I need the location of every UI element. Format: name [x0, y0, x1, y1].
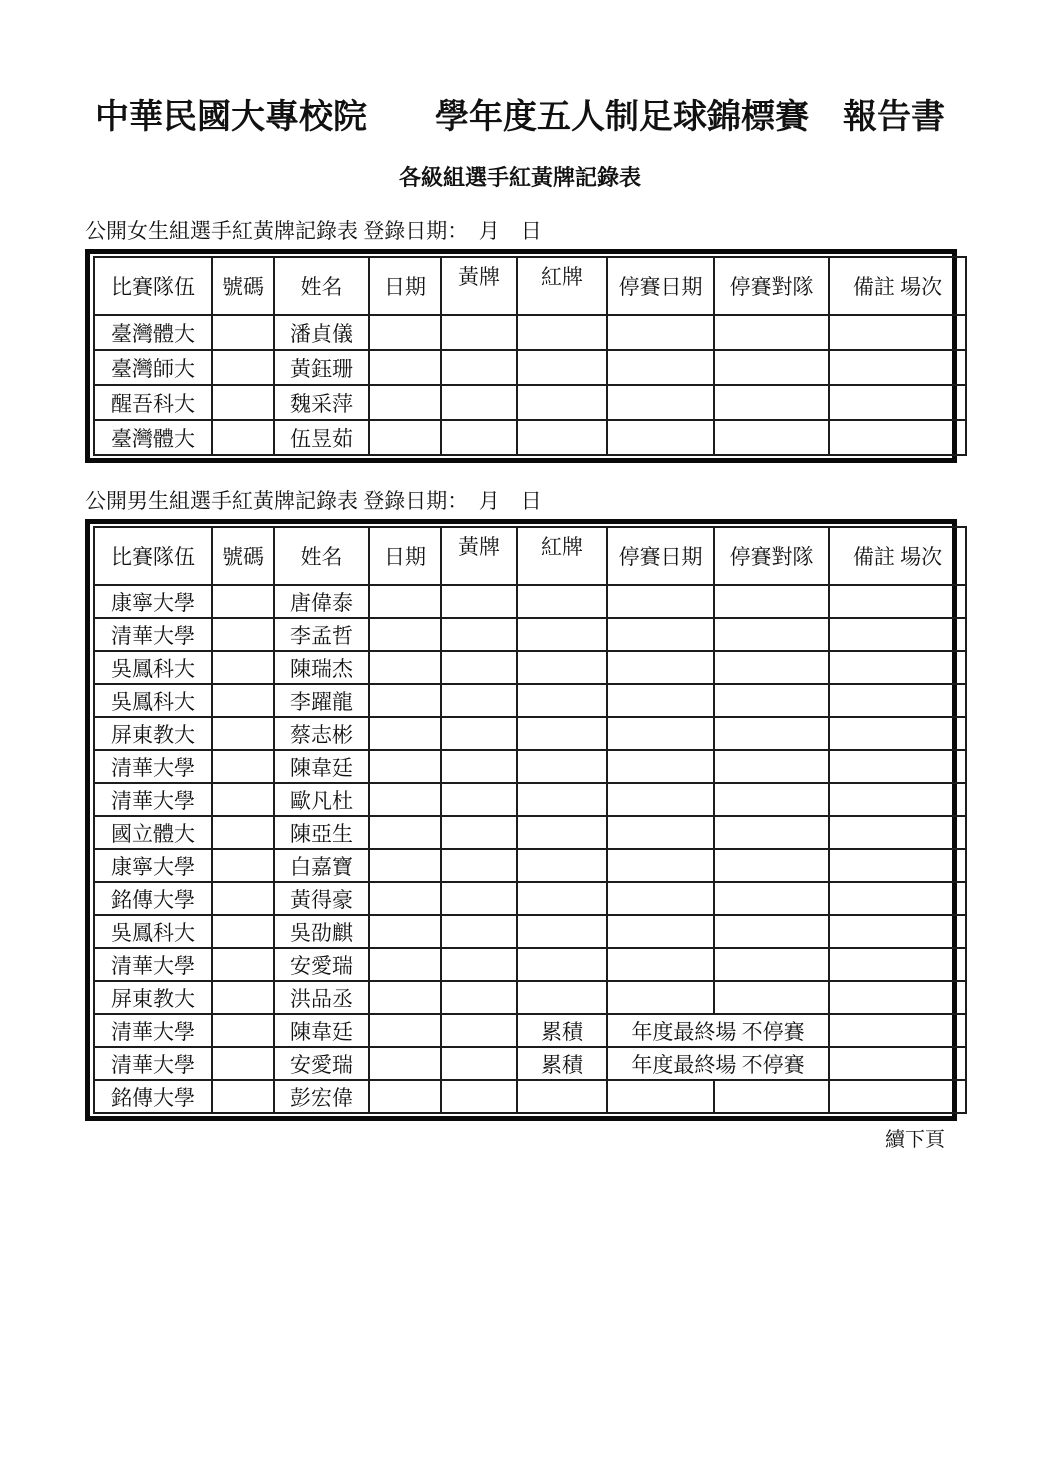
table-cell [441, 915, 517, 948]
column-header: 黃牌 [441, 527, 517, 585]
table-cell [829, 315, 966, 350]
table-cell [517, 385, 607, 420]
table-cell: 銘傳大學 [94, 882, 212, 915]
table-cell [829, 385, 966, 420]
column-header: 號碼 [212, 257, 274, 315]
women-record-table [85, 249, 957, 463]
table-cell [714, 385, 829, 420]
men-record-table [85, 519, 957, 1121]
table-cell: 清華大學 [94, 1047, 212, 1080]
table-cell: 蔡志彬 [274, 717, 369, 750]
table-cell: 安愛瑞 [274, 1047, 369, 1080]
table-cell [369, 1080, 441, 1113]
table-cell [517, 717, 607, 750]
table-cell: 安愛瑞 [274, 948, 369, 981]
table-cell [607, 882, 714, 915]
table-cell [517, 420, 607, 455]
table-cell: 吳鳳科大 [94, 684, 212, 717]
column-header: 比賽隊伍 [94, 257, 212, 315]
table-cell [212, 1047, 274, 1080]
table-row [94, 385, 966, 420]
table-cell [607, 750, 714, 783]
table-cell [829, 717, 966, 750]
table-cell [441, 981, 517, 1014]
table-cell [369, 1047, 441, 1080]
table-cell: 銘傳大學 [94, 1080, 212, 1113]
table-cell [607, 651, 714, 684]
table-cell [212, 618, 274, 651]
table-cell [212, 315, 274, 350]
table-row [94, 849, 966, 882]
table-row [94, 1014, 966, 1047]
table-cell [829, 816, 966, 849]
table-cell [441, 684, 517, 717]
table-cell [829, 420, 966, 455]
table-cell [714, 315, 829, 350]
table-cell [369, 420, 441, 455]
table-row [94, 750, 966, 783]
table-cell: 國立體大 [94, 816, 212, 849]
column-header: 紅牌 [517, 527, 607, 585]
men-table-caption: 公開男生組選手紅黃牌記錄表 登錄日期： 月 日 [85, 489, 542, 514]
table-cell: 累積 [517, 1014, 607, 1047]
table-cell [369, 1014, 441, 1047]
table-cell [517, 618, 607, 651]
table-cell [369, 385, 441, 420]
column-header: 紅牌 [517, 257, 607, 315]
table-cell: 年度最終場 不停賽 [607, 1014, 829, 1047]
table-cell [714, 915, 829, 948]
table-cell [441, 350, 517, 385]
table-cell: 李孟哲 [274, 618, 369, 651]
table-cell [212, 882, 274, 915]
table-row [94, 350, 966, 385]
table-cell [369, 651, 441, 684]
table-cell: 吳劭麒 [274, 915, 369, 948]
table-cell: 康寧大學 [94, 585, 212, 618]
table-cell [607, 948, 714, 981]
table-row [94, 651, 966, 684]
table-cell: 年度最終場 不停賽 [607, 1047, 829, 1080]
table-cell [607, 1080, 714, 1113]
table-cell [829, 948, 966, 981]
table-cell: 陳瑞杰 [274, 651, 369, 684]
table-cell [829, 651, 966, 684]
table-cell [441, 1080, 517, 1113]
table-cell [369, 882, 441, 915]
table-cell [607, 915, 714, 948]
table-cell: 歐凡杜 [274, 783, 369, 816]
table-cell [517, 783, 607, 816]
table-cell [369, 315, 441, 350]
table-cell [607, 350, 714, 385]
table-cell [517, 948, 607, 981]
table-cell: 魏采萍 [274, 385, 369, 420]
table-cell: 李躍龍 [274, 684, 369, 717]
table-cell [714, 585, 829, 618]
table-cell [607, 618, 714, 651]
men-record-grid [93, 526, 967, 1114]
table-row [94, 816, 966, 849]
column-header: 停賽日期 [607, 257, 714, 315]
table-cell [441, 882, 517, 915]
table-cell [829, 684, 966, 717]
table-cell [441, 385, 517, 420]
table-cell [369, 783, 441, 816]
table-cell [441, 783, 517, 816]
table-cell: 屏東教大 [94, 981, 212, 1014]
table-cell [441, 1047, 517, 1080]
table-cell: 吳鳳科大 [94, 915, 212, 948]
table-cell [212, 915, 274, 948]
table-cell [607, 816, 714, 849]
column-header: 姓名 [274, 527, 369, 585]
table-cell [212, 717, 274, 750]
table-cell: 清華大學 [94, 948, 212, 981]
table-cell [607, 585, 714, 618]
table-cell [212, 849, 274, 882]
table-cell [212, 783, 274, 816]
table-cell: 醒吾科大 [94, 385, 212, 420]
table-cell [369, 981, 441, 1014]
table-cell: 清華大學 [94, 1014, 212, 1047]
table-cell [369, 717, 441, 750]
table-cell [607, 981, 714, 1014]
table-cell: 唐偉泰 [274, 585, 369, 618]
table-cell [212, 750, 274, 783]
table-cell [829, 981, 966, 1014]
table-cell [829, 882, 966, 915]
table-cell: 陳韋廷 [274, 750, 369, 783]
table-cell [441, 849, 517, 882]
table-cell [517, 849, 607, 882]
table-cell [517, 1080, 607, 1113]
table-cell [517, 915, 607, 948]
table-cell [714, 651, 829, 684]
table-row [94, 981, 966, 1014]
table-cell [212, 948, 274, 981]
table-cell [212, 385, 274, 420]
table-cell: 彭宏偉 [274, 1080, 369, 1113]
table-cell [441, 948, 517, 981]
table-cell [369, 948, 441, 981]
table-cell [829, 585, 966, 618]
table-cell [369, 849, 441, 882]
table-cell [441, 816, 517, 849]
table-cell [517, 350, 607, 385]
table-cell [607, 315, 714, 350]
table-cell [714, 882, 829, 915]
table-cell: 伍昱茹 [274, 420, 369, 455]
table-cell [212, 420, 274, 455]
column-header: 備註 場次 [829, 527, 966, 585]
table-cell [212, 816, 274, 849]
table-cell [829, 915, 966, 948]
table-cell [517, 585, 607, 618]
table-cell [517, 651, 607, 684]
table-cell [829, 350, 966, 385]
table-cell [517, 315, 607, 350]
table-cell: 黃鈺珊 [274, 350, 369, 385]
table-cell: 康寧大學 [94, 849, 212, 882]
table-cell: 吳鳳科大 [94, 651, 212, 684]
column-header: 黃牌 [441, 257, 517, 315]
table-cell [369, 750, 441, 783]
table-row [94, 783, 966, 816]
table-cell: 清華大學 [94, 750, 212, 783]
table-row [94, 1047, 966, 1080]
table-cell [829, 1080, 966, 1113]
column-header: 日期 [369, 257, 441, 315]
table-cell [441, 1014, 517, 1047]
continued-note: 續下頁 [885, 1129, 945, 1152]
table-row [94, 882, 966, 915]
table-cell [212, 684, 274, 717]
table-cell [829, 849, 966, 882]
table-cell [829, 1047, 966, 1080]
table-cell [714, 849, 829, 882]
table-cell: 清華大學 [94, 618, 212, 651]
table-cell [714, 783, 829, 816]
table-cell [607, 717, 714, 750]
header-row [94, 527, 966, 585]
table-cell [212, 585, 274, 618]
table-cell [369, 585, 441, 618]
table-cell: 屏東教大 [94, 717, 212, 750]
table-cell [369, 618, 441, 651]
table-cell [607, 385, 714, 420]
table-cell: 陳韋廷 [274, 1014, 369, 1047]
page-subtitle: 各級組選手紅黃牌記錄表 [398, 165, 641, 191]
table-cell [714, 1080, 829, 1113]
table-cell [369, 684, 441, 717]
table-row [94, 948, 966, 981]
table-row [94, 420, 966, 455]
table-cell [714, 420, 829, 455]
table-cell: 陳亞生 [274, 816, 369, 849]
table-cell [517, 981, 607, 1014]
column-header: 比賽隊伍 [94, 527, 212, 585]
table-cell [714, 750, 829, 783]
table-cell [212, 981, 274, 1014]
table-cell: 白嘉寶 [274, 849, 369, 882]
table-cell [517, 684, 607, 717]
column-header: 停賽對隊 [714, 257, 829, 315]
table-row [94, 717, 966, 750]
table-cell [607, 849, 714, 882]
table-cell [829, 783, 966, 816]
table-cell [441, 315, 517, 350]
table-cell: 臺灣體大 [94, 315, 212, 350]
table-row [94, 618, 966, 651]
table-row [94, 915, 966, 948]
table-cell: 臺灣體大 [94, 420, 212, 455]
table-cell [714, 948, 829, 981]
table-cell [212, 350, 274, 385]
table-row [94, 315, 966, 350]
table-cell [369, 350, 441, 385]
column-header: 停賽日期 [607, 527, 714, 585]
table-cell [517, 882, 607, 915]
table-cell [829, 618, 966, 651]
table-cell [212, 1014, 274, 1047]
column-header: 姓名 [274, 257, 369, 315]
table-cell [441, 651, 517, 684]
column-header: 號碼 [212, 527, 274, 585]
table-cell [212, 651, 274, 684]
table-cell [441, 420, 517, 455]
women-record-grid [93, 256, 967, 456]
women-table-caption: 公開女生組選手紅黃牌記錄表 登錄日期： 月 日 [85, 218, 542, 243]
table-cell [714, 618, 829, 651]
table-cell [441, 585, 517, 618]
table-cell [607, 783, 714, 816]
table-row [94, 684, 966, 717]
column-header: 備註 場次 [829, 257, 966, 315]
table-cell [369, 915, 441, 948]
table-cell [607, 684, 714, 717]
table-cell [829, 1014, 966, 1047]
table-cell [714, 350, 829, 385]
table-cell [714, 981, 829, 1014]
table-cell: 清華大學 [94, 783, 212, 816]
table-cell [517, 750, 607, 783]
page-title: 中華民國大專校院 學年度五人制足球錦標賽 報告書 [95, 99, 945, 136]
column-header: 日期 [369, 527, 441, 585]
table-cell [369, 816, 441, 849]
table-cell [441, 618, 517, 651]
table-cell [212, 1080, 274, 1113]
table-row [94, 585, 966, 618]
table-cell [517, 816, 607, 849]
table-cell [607, 420, 714, 455]
table-cell [441, 717, 517, 750]
table-cell [441, 750, 517, 783]
table-cell: 黃得豪 [274, 882, 369, 915]
table-cell [829, 750, 966, 783]
table-cell: 洪品丞 [274, 981, 369, 1014]
table-cell: 潘貞儀 [274, 315, 369, 350]
header-row [94, 257, 966, 315]
table-cell [714, 684, 829, 717]
table-cell [714, 717, 829, 750]
column-header: 停賽對隊 [714, 527, 829, 585]
table-cell [714, 816, 829, 849]
table-cell: 累積 [517, 1047, 607, 1080]
table-row [94, 1080, 966, 1113]
table-cell: 臺灣師大 [94, 350, 212, 385]
